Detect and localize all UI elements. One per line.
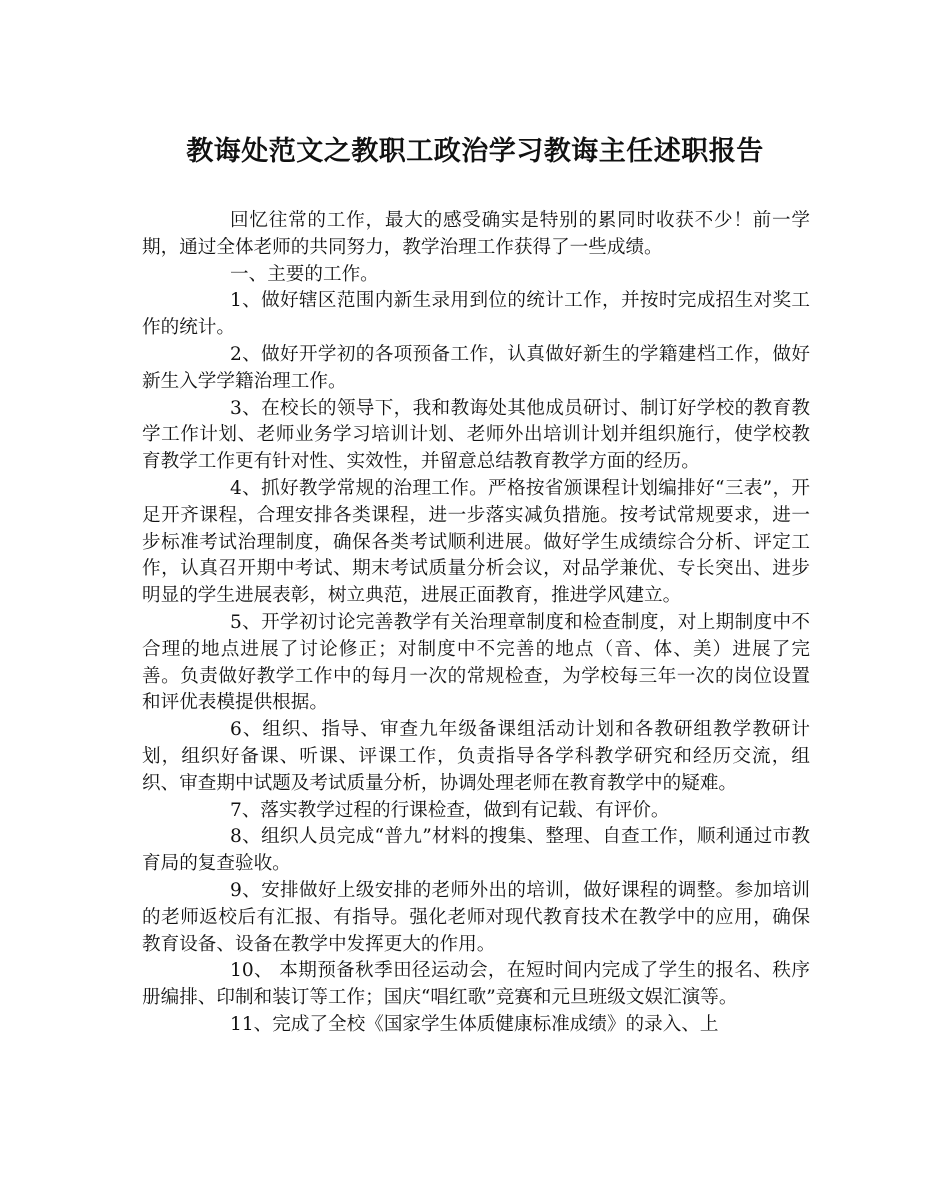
paragraph-item-2: 2、做好开学初的各项预备工作，认真做好新生的学籍建档工作，做好新生入学学籍治理工作。: [142, 343, 810, 392]
document-title: 教诲处范文之教职工政治学习教诲主任述职报告: [186, 136, 764, 167]
paragraph-item-4: 4、抓好教学常规的治理工作。严格按省颁课程计划编排好“三表”，开足开齐课程，合理安排各类课程，进一步落实减负措施。按考试常规要求，进一步标准考试治理制度，确保各类考试顺利进展。做好学生成绩综合分析、评定工作，认真召开期中考试、期末考试质量分析会议，对品学兼优、专长突出、进步明显的学生进展表彰，树立典范，进展正面教育，推进学风建立。: [142, 477, 810, 607]
paragraph-section-heading: 一、主要的工作。: [230, 263, 379, 285]
paragraph-item-10: 10、 本期预备秋季田径运动会，在短时间内完成了学生的报名、秩序册编排、印制和装订等工作；国庆“唱红歌”竞赛和元旦班级文娱汇演等。: [142, 960, 810, 1009]
paragraph-item-9: 9、安排做好上级安排的老师外出的培训，做好课程的调整。参加培训的老师返校后有汇报、有指导。强化老师对现代教育技术在教学中的应用，确保教育设备、设备在教学中发挥更大的作用。: [142, 879, 810, 955]
paragraph-item-5: 5、开学初讨论完善教学有关治理章制度和检查制度，对上期制度中不合理的地点进展了讨论修正；对制度中不完善的地点（音、体、美）进展了完善。负责做好教学工作中的每月一次的常规检查，为学校每三年一次的岗位设置和评优表模提供根据。: [142, 611, 810, 714]
paragraph-item-7: 7、落实教学过程的行课检查，做到有记载、有评价。: [230, 799, 670, 821]
paragraph-item-1: 1、做好辖区范围内新生录用到位的统计工作，并按时完成招生对奖工作的统计。: [142, 290, 810, 339]
paragraph-item-8: 8、组织人员完成“普九”材料的搜集、整理、自查工作，顺利通过市教育局的复查验收。: [142, 826, 810, 875]
paragraph-item-6: 6、组织、指导、审查九年级备课组活动计划和各教研组教学教研计划，组织好备课、听课、评课工作，负责指导各学科教学研究和经历交流，组织、审查期中试题及考试质量分析，协调处理老师在教育教学中的疑难。: [142, 719, 810, 794]
paragraph-item-11: 11、完成了全校《国家学生体质健康标准成绩》的录入、上: [230, 1013, 719, 1035]
paragraph-intro: 回忆往常的工作，最大的感受确实是特别的累同时收获不少！前一学期，通过全体老师的共同努力，教学治理工作获得了一些成绩。: [142, 210, 810, 258]
document-body: [142, 208, 810, 1039]
paragraph-item-3: 3、在校长的领导下，我和教诲处其他成员研讨、制订好学校的教育教学工作计划、老师业务学习培训计划、老师外出培训计划并组织施行，使学校教育教学工作更有针对性、实效性，并留意总结教育教学方面的经历。: [142, 397, 810, 473]
